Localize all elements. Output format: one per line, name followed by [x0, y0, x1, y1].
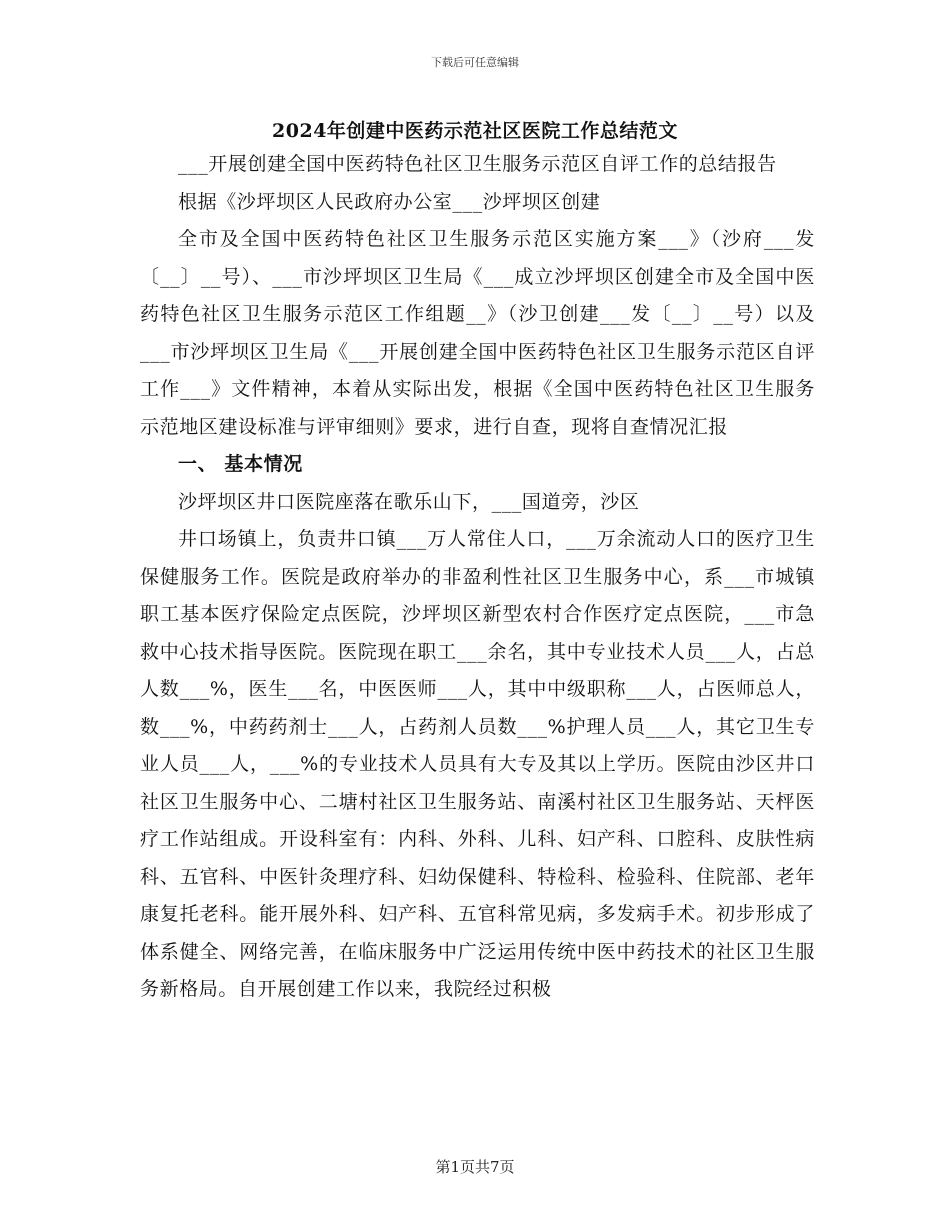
paragraph-basis: 根据《沙坪坝区人民政府办公室___沙坪坝区创建	[178, 190, 601, 213]
paragraph-intro: ___开展创建全国中医药特色社区卫生服务示范区自评工作的总结报告	[178, 153, 777, 175]
paragraph-documents: 全市及全国中医药特色社区卫生服务示范区实施方案___》（沙府___发〔__〕__号）、___市沙坪坝区卫生局《___成立沙坪坝区创建全市及全国中医药特色社区卫生服务示范区工作组题__》（沙卫创建___发〔__〕__号）以及___市沙坪坝区卫生局《___开展创建全国中医药特色社区卫生服务示范区自评工作___》文件精神，本着从实际出发，根据《全国中医药特色社区卫生服务示范地区建设标准与评审细则》要求，进行自查，现将自查情况汇报	[140, 228, 815, 438]
page-number: 第1页共7页	[435, 1158, 515, 1176]
paragraph-location: 沙坪坝区井口医院座落在歌乐山下，___国道旁，沙区	[178, 490, 640, 513]
paragraph-hospital-overview: 井口场镇上，负责井口镇___万人常住人口，___万余流动人口的医疗卫生保健服务工作。医院是政府举办的非盈利性社区卫生服务中心，系___市城镇职工基本医疗保险定点医院，沙坪坝区新型农村合作医疗定点医院，___市急救中心技术指导医院。医院现在职工___余名，其中专业技术人员___人，占总人数___%，医生___名，中医医师___人，其中中级职称___人，占医师总人，数___%，中药药剂士___人，占药剂人员数___%护理人员___人，其它卫生专业人员___人，___%的专业技术人员具有大专及其以上学历。医院由沙区井口社区卫生服务中心、二塘村社区卫生服务站、南溪村社区卫生服务站、天枰医疗工作站组成。开设科室有：内科、外科、儿科、妇产科、口腔科、皮肤性病科、五官科、中医针灸理疗科、妇幼保健科、特检科、检验科、住院部、老年康复托老科。能开展外科、妇产科、五官科常见病，多发病手术。初步形成了体系健全、网络完善，在临床服务中广泛运用传统中医中药技术的社区卫生服务新格局。自开展创建工作以来，我院经过积极	[140, 528, 815, 1000]
document-title: 2024年创建中医药示范社区医院工作总结范文	[272, 120, 678, 142]
document-body	[140, 146, 815, 1009]
section-heading-basic-info: 一、 基本情况	[178, 453, 303, 475]
header-note: 下载后可任意编辑	[431, 56, 519, 69]
